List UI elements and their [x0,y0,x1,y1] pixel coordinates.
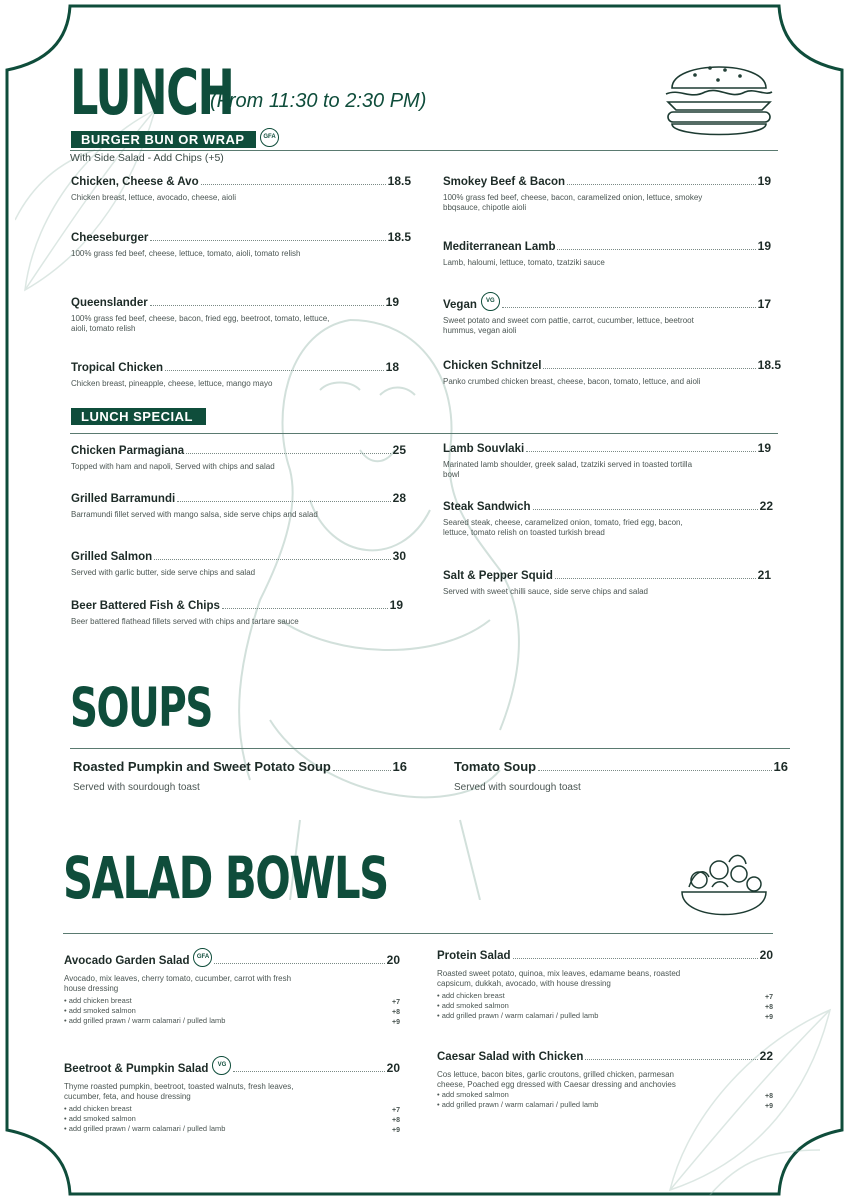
item-description: Served with sourdough toast [73,782,200,793]
item-name: Salt & Pepper Squid [443,570,553,582]
side-salad-note: With Side Salad - Add Chips (+5) [70,152,224,164]
menu-item [71,295,399,334]
item-name: Chicken Schnitzel [443,360,542,372]
item-price: 18.5 [757,358,781,372]
addon-list [437,1090,773,1110]
item-description: Sweet potato and sweet corn pattie, carrot, cucumber, lettuce, beetroot hummus, vegan aioli [443,316,694,335]
item-name: Chicken, Cheese & Avo [71,176,199,188]
item-description: 100% grass fed beef, cheese, bacon, caramelized onion, lettuce, smokey bbqsauce, chipotle aioli [443,193,703,212]
menu-item [64,948,400,1026]
addon-item: • add grilled prawn / warm calamari / pulled lamb +9 [437,1100,773,1110]
menu-item [437,948,773,1021]
menu-item [443,441,771,480]
item-price: 22 [759,1049,773,1063]
item-price: 19 [389,598,403,612]
item-price: 20 [759,948,773,962]
item-description: 100% grass fed beef, cheese, lettuce, tomato, aioli, tomato relish [71,249,301,258]
item-description: Panko crumbed chicken breast, cheese, bacon, tomato, lettuce, and aioli [443,377,701,386]
item-description: Thyme roasted pumpkin, beetroot, toasted walnuts, fresh leaves, cucumber, feta, and house dressing [64,1082,294,1101]
item-name: Lamb Souvlaki [443,443,525,455]
item-description: Chicken breast, pineapple, cheese, lettuce, mango mayo [71,379,273,388]
gfa-badge: GFA [260,128,279,147]
item-description: Roasted sweet potato, quinoa, mix leaves, edamame beans, roasted capsicum, dukkah, avocado, with house dressing [437,969,681,988]
menu-item [71,174,411,203]
addon-list [64,996,400,1026]
item-description: Served with garlic butter, side serve chips and salad [71,568,256,577]
divider [70,433,778,434]
item-name: Vegan [443,299,477,311]
item-name: Tropical Chicken [71,362,164,374]
menu-item [73,759,407,793]
burger-icon [660,50,778,145]
menu-item [71,443,406,472]
item-description: Topped with ham and napoli, Served with chips and salad [71,462,275,471]
item-price: 16 [773,759,788,774]
addon-item: • add smoked salmon +8 [437,1090,773,1100]
lunch-title: LUNCH [70,56,234,129]
item-name: Roasted Pumpkin and Sweet Potato Soup [73,759,331,774]
item-price: 17 [757,297,771,311]
item-price: 20 [386,953,400,967]
divider [63,933,773,934]
menu-item [454,759,788,793]
addon-list [437,991,773,1021]
item-price: 18 [385,360,399,374]
item-name: Cheeseburger [71,232,149,244]
item-price: 18.5 [387,230,411,244]
menu-item [443,568,771,597]
item-price: 18.5 [387,174,411,188]
addon-list [64,1104,400,1134]
item-price: 19 [757,441,771,455]
addon-item: • add smoked salmon +8 [64,1114,400,1124]
item-name: Beer Battered Fish & Chips [71,600,220,612]
item-description: Avocado, mix leaves, cherry tomato, cucumber, carrot with fresh house dressing [64,974,292,993]
item-name: Grilled Salmon [71,551,153,563]
item-name: Steak Sandwich [443,501,531,513]
divider [70,748,790,749]
addon-item: • add chicken breast +7 [64,1104,400,1114]
divider [70,150,778,151]
item-price: 30 [392,549,406,563]
item-name: Grilled Barramundi [71,493,176,505]
item-description: Barramundi fillet served with mango salsa, side serve chips and salad [71,510,318,519]
item-description: Beer battered flathead fillets served with chips and tartare sauce [71,617,299,626]
item-name: Avocado Garden Salad [64,955,190,967]
item-description: Cos lettuce, bacon bites, garlic croutons, grilled chicken, parmesan cheese, Poached egg dressed with Caesar dressing and anchovies [437,1070,676,1089]
menu-item [71,491,406,520]
item-price: 25 [392,443,406,457]
addon-item: • add smoked salmon +8 [64,1006,400,1016]
gfa-badge: GFA [193,948,212,967]
addon-item: • add smoked salmon +8 [437,1001,773,1011]
addon-item: • add grilled prawn / warm calamari / pulled lamb +9 [437,1011,773,1021]
addon-item: • add chicken breast +7 [64,996,400,1006]
burger-bun-banner: BURGER BUN OR WRAP [71,131,256,148]
item-price: 28 [392,491,406,505]
item-price: 21 [757,568,771,582]
item-price: 20 [386,1061,400,1075]
menu-item [437,1049,773,1110]
vg-badge: VG [212,1056,231,1075]
item-price: 19 [385,295,399,309]
item-price: 22 [759,499,773,513]
item-description: Chicken breast, lettuce, avocado, cheese, aioli [71,193,236,202]
menu-item [443,174,771,213]
item-description: 100% grass fed beef, cheese, bacon, fried egg, beetroot, tomato, lettuce, aioli, tomato relish [71,314,330,333]
addon-item: • add grilled prawn / warm calamari / pulled lamb +9 [64,1016,400,1026]
item-name: Protein Salad [437,950,511,962]
soups-title: SOUPS [70,676,212,739]
item-name: Tomato Soup [454,759,537,774]
menu-item [71,230,411,259]
menu-item [71,598,403,627]
item-price: 19 [757,174,771,188]
lunch-special-banner: LUNCH SPECIAL [71,408,206,425]
menu-item [71,360,399,389]
item-name: Caesar Salad with Chicken [437,1051,584,1063]
lunch-hours: (From 11:30 to 2:30 PM) [210,90,427,112]
menu-item [64,1056,400,1134]
menu-item [71,549,406,578]
item-description: Served with sweet chilli sauce, side serve chips and salad [443,587,648,596]
item-name: Smokey Beef & Bacon [443,176,566,188]
item-name: Chicken Parmagiana [71,445,185,457]
item-price: 19 [757,239,771,253]
menu-item [443,292,771,336]
salad-bowls-title: SALAD BOWLS [63,844,388,912]
item-name: Beetroot & Pumpkin Salad [64,1063,209,1075]
vg-badge: VG [481,292,500,311]
item-description: Seared steak, cheese, caramelized onion, tomato, fried egg, bacon, lettuce, tomato relish on toasted turkish bread [443,518,683,537]
addon-item: • add grilled prawn / warm calamari / pulled lamb +9 [64,1124,400,1134]
item-name: Queenslander [71,297,148,309]
menu-item [443,358,781,387]
item-description: Served with sourdough toast [454,782,581,793]
addon-item: • add chicken breast +7 [437,991,773,1001]
menu-item [443,499,773,538]
item-price: 16 [392,759,407,774]
item-name: Mediterranean Lamb [443,241,556,253]
item-description: Marinated lamb shoulder, greek salad, tzatziki served in toasted tortilla bowl [443,460,693,479]
item-description: Lamb, haloumi, lettuce, tomato, tzatziki sauce [443,258,605,267]
menu-item [443,239,771,268]
salad-bowl-icon [674,842,774,932]
